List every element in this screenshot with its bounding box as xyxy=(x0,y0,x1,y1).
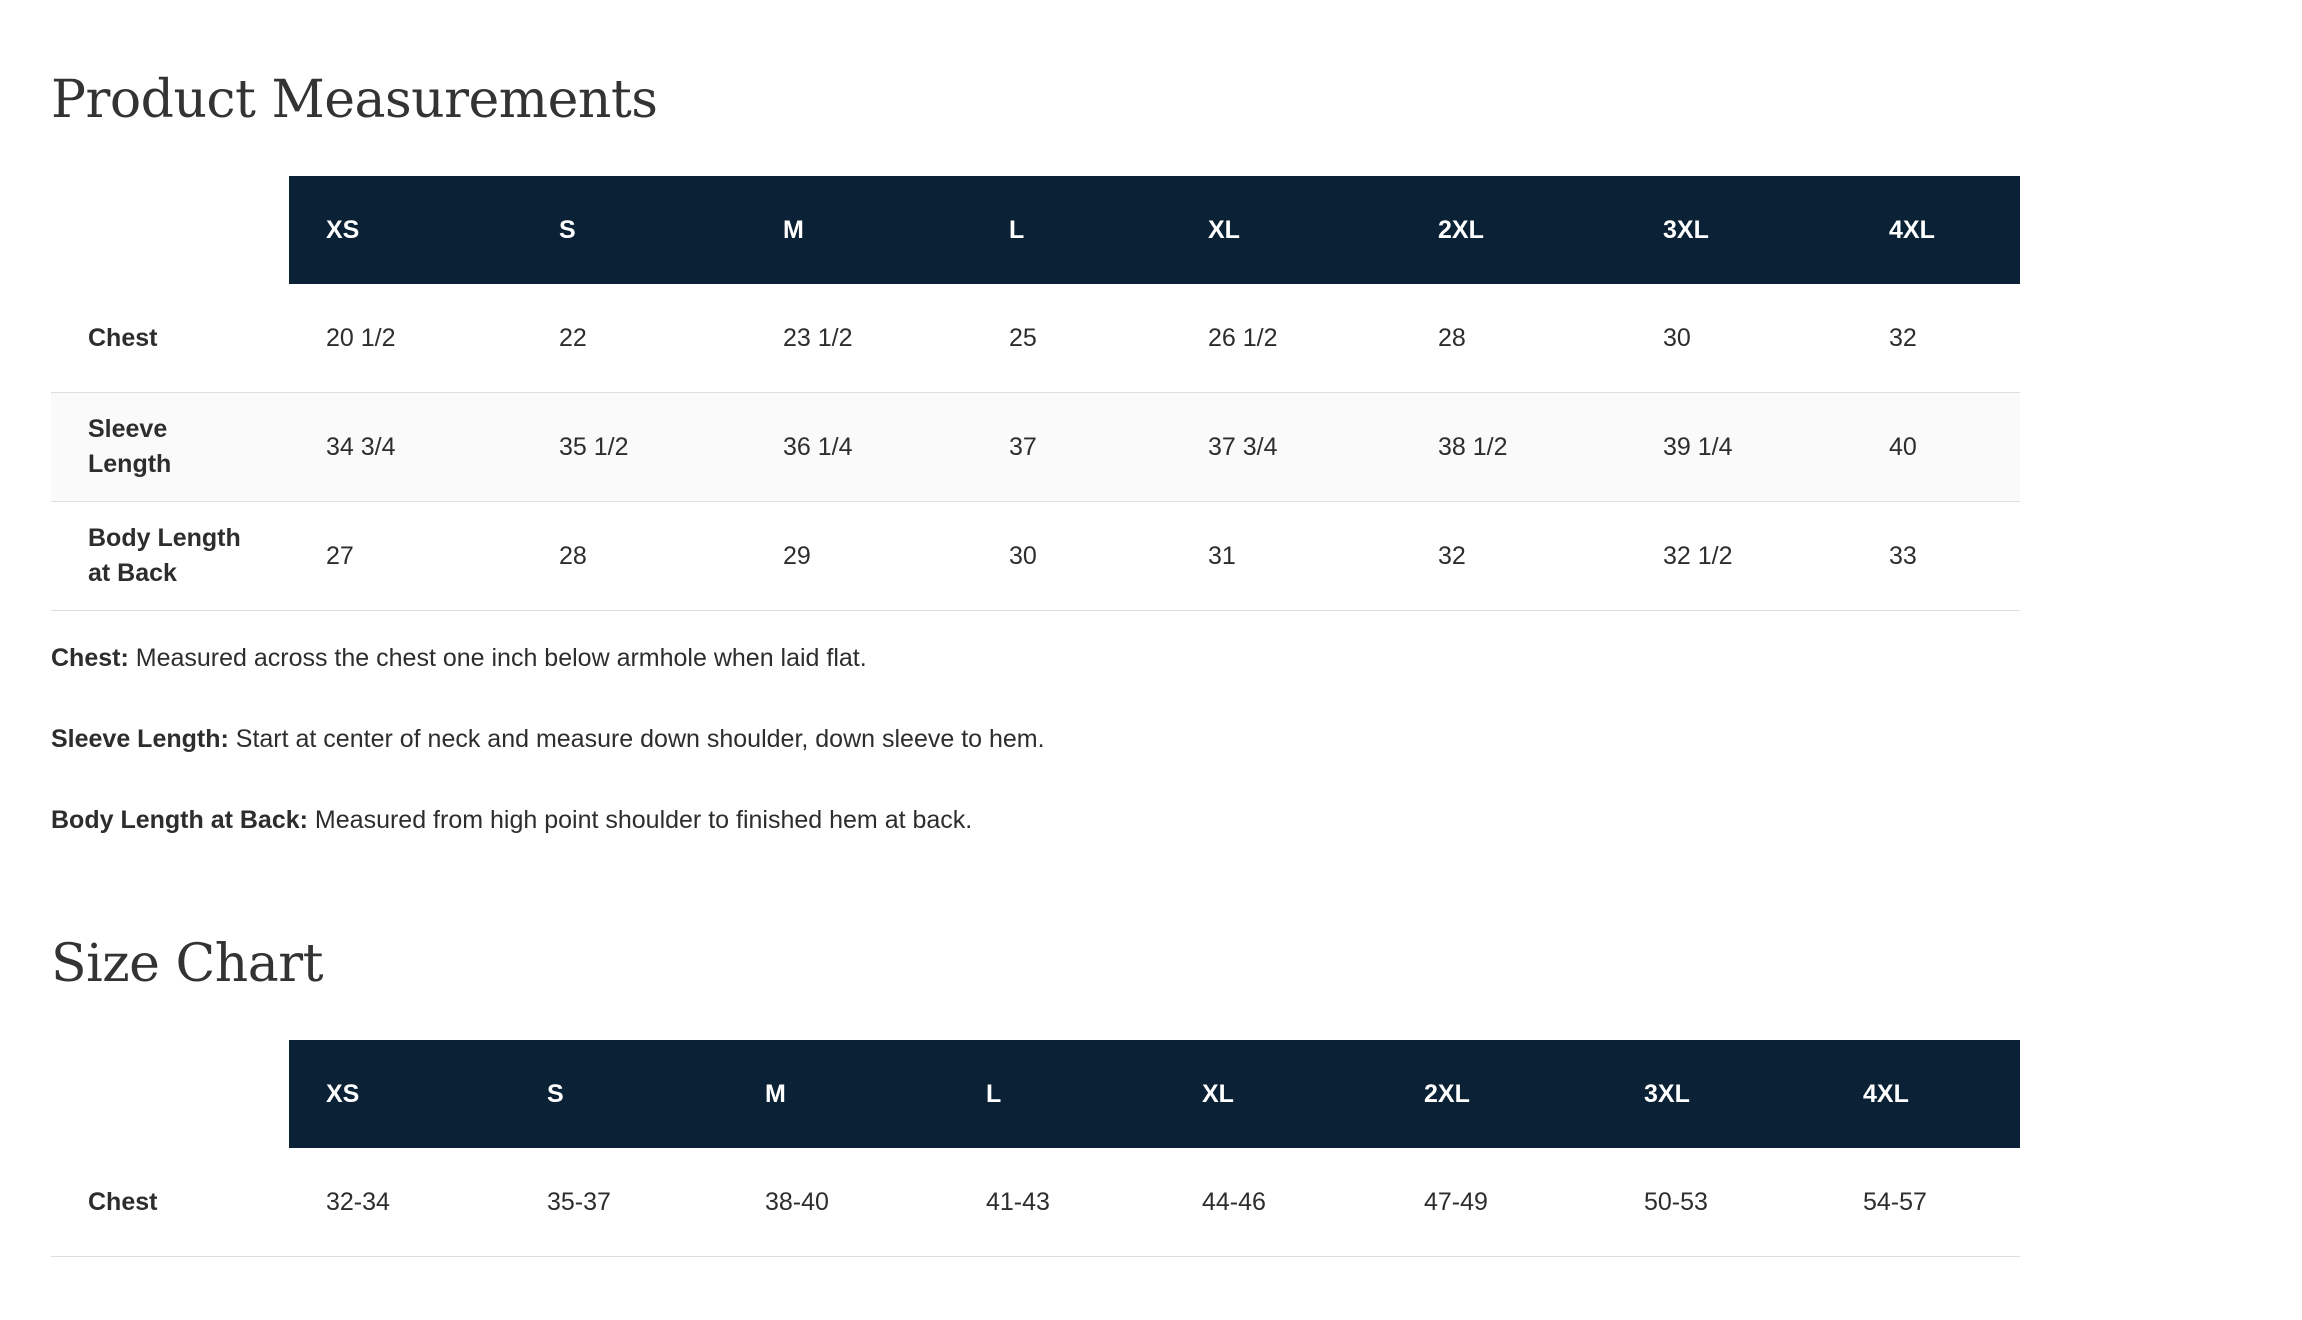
size-header-m: M xyxy=(728,1040,949,1148)
size-header-3xl: 3XL xyxy=(1626,176,1852,284)
size-header-l: L xyxy=(949,1040,1165,1148)
product-measurements-table xyxy=(51,176,2020,611)
size-chart-title: Size Chart xyxy=(51,934,323,994)
note-term: Body Length at Back: xyxy=(51,806,308,834)
row-label: Sleeve Length xyxy=(51,393,289,502)
note-text: Measured from high point shoulder to finished hem at back. xyxy=(307,806,973,834)
table-cell: 32 xyxy=(1401,502,1626,611)
note-sleeve-length xyxy=(51,721,1951,757)
size-header-2xl: 2XL xyxy=(1401,176,1626,284)
row-label: Chest xyxy=(51,284,289,393)
table-cell: 44-46 xyxy=(1165,1148,1387,1257)
size-header-xs: XS xyxy=(289,176,522,284)
size-header-4xl: 4XL xyxy=(1826,1040,2020,1148)
size-header-4xl: 4XL xyxy=(1852,176,2020,284)
table-row-chest xyxy=(51,1148,2020,1257)
table-cell: 29 xyxy=(746,502,972,611)
size-header-m: M xyxy=(746,176,972,284)
measurement-notes xyxy=(51,640,1951,883)
table-cell: 33 xyxy=(1852,502,2020,611)
table-cell: 41-43 xyxy=(949,1148,1165,1257)
table-cell: 23 1/2 xyxy=(746,284,972,393)
table-row-body-length xyxy=(51,502,2020,611)
row-label: Body Length at Back xyxy=(51,502,289,611)
table-cell: 34 3/4 xyxy=(289,393,522,502)
note-chest xyxy=(51,640,1951,676)
table-cell: 38 1/2 xyxy=(1401,393,1626,502)
table-cell: 37 3/4 xyxy=(1171,393,1401,502)
size-header-l: L xyxy=(972,176,1171,284)
note-text: Measured across the chest one inch below armhole when laid flat. xyxy=(128,644,867,672)
row-label: Chest xyxy=(51,1148,289,1257)
note-term: Sleeve Length: xyxy=(51,725,229,753)
product-measurements-title: Product Measurements xyxy=(51,70,658,130)
table-cell: 25 xyxy=(972,284,1171,393)
note-text: Start at center of neck and measure down shoulder, down sleeve to hem. xyxy=(228,725,1045,753)
table-cell: 47-49 xyxy=(1387,1148,1607,1257)
table-cell: 54-57 xyxy=(1826,1148,2020,1257)
note-term: Chest: xyxy=(51,644,129,672)
table-cell: 50-53 xyxy=(1607,1148,1826,1257)
size-header-s: S xyxy=(522,176,746,284)
table-cell: 32 xyxy=(1852,284,2020,393)
table-cell: 40 xyxy=(1852,393,2020,502)
size-header-xs: XS xyxy=(289,1040,510,1148)
table-cell: 35 1/2 xyxy=(522,393,746,502)
table-row-chest xyxy=(51,284,2020,393)
table-cell: 36 1/4 xyxy=(746,393,972,502)
table-cell: 20 1/2 xyxy=(289,284,522,393)
table-cell: 30 xyxy=(972,502,1171,611)
size-header-3xl: 3XL xyxy=(1607,1040,1826,1148)
table-cell: 26 1/2 xyxy=(1171,284,1401,393)
table-cell: 22 xyxy=(522,284,746,393)
header-corner xyxy=(51,1040,289,1148)
table-cell: 30 xyxy=(1626,284,1852,393)
size-header-2xl: 2XL xyxy=(1387,1040,1607,1148)
table-cell: 32-34 xyxy=(289,1148,510,1257)
header-corner xyxy=(51,176,289,284)
size-chart-table xyxy=(51,1040,2020,1257)
table-cell: 27 xyxy=(289,502,522,611)
size-header-s: S xyxy=(510,1040,728,1148)
table-cell: 39 1/4 xyxy=(1626,393,1852,502)
table-cell: 28 xyxy=(1401,284,1626,393)
table-cell: 31 xyxy=(1171,502,1401,611)
table-cell: 28 xyxy=(522,502,746,611)
table-row-sleeve-length xyxy=(51,393,2020,502)
table-cell: 32 1/2 xyxy=(1626,502,1852,611)
table-cell: 35-37 xyxy=(510,1148,728,1257)
table-cell: 38-40 xyxy=(728,1148,949,1257)
size-header-xl: XL xyxy=(1171,176,1401,284)
note-body-length xyxy=(51,802,1951,838)
table-cell: 37 xyxy=(972,393,1171,502)
table-header-row xyxy=(51,176,2020,284)
table-header-row xyxy=(51,1040,2020,1148)
size-header-xl: XL xyxy=(1165,1040,1387,1148)
